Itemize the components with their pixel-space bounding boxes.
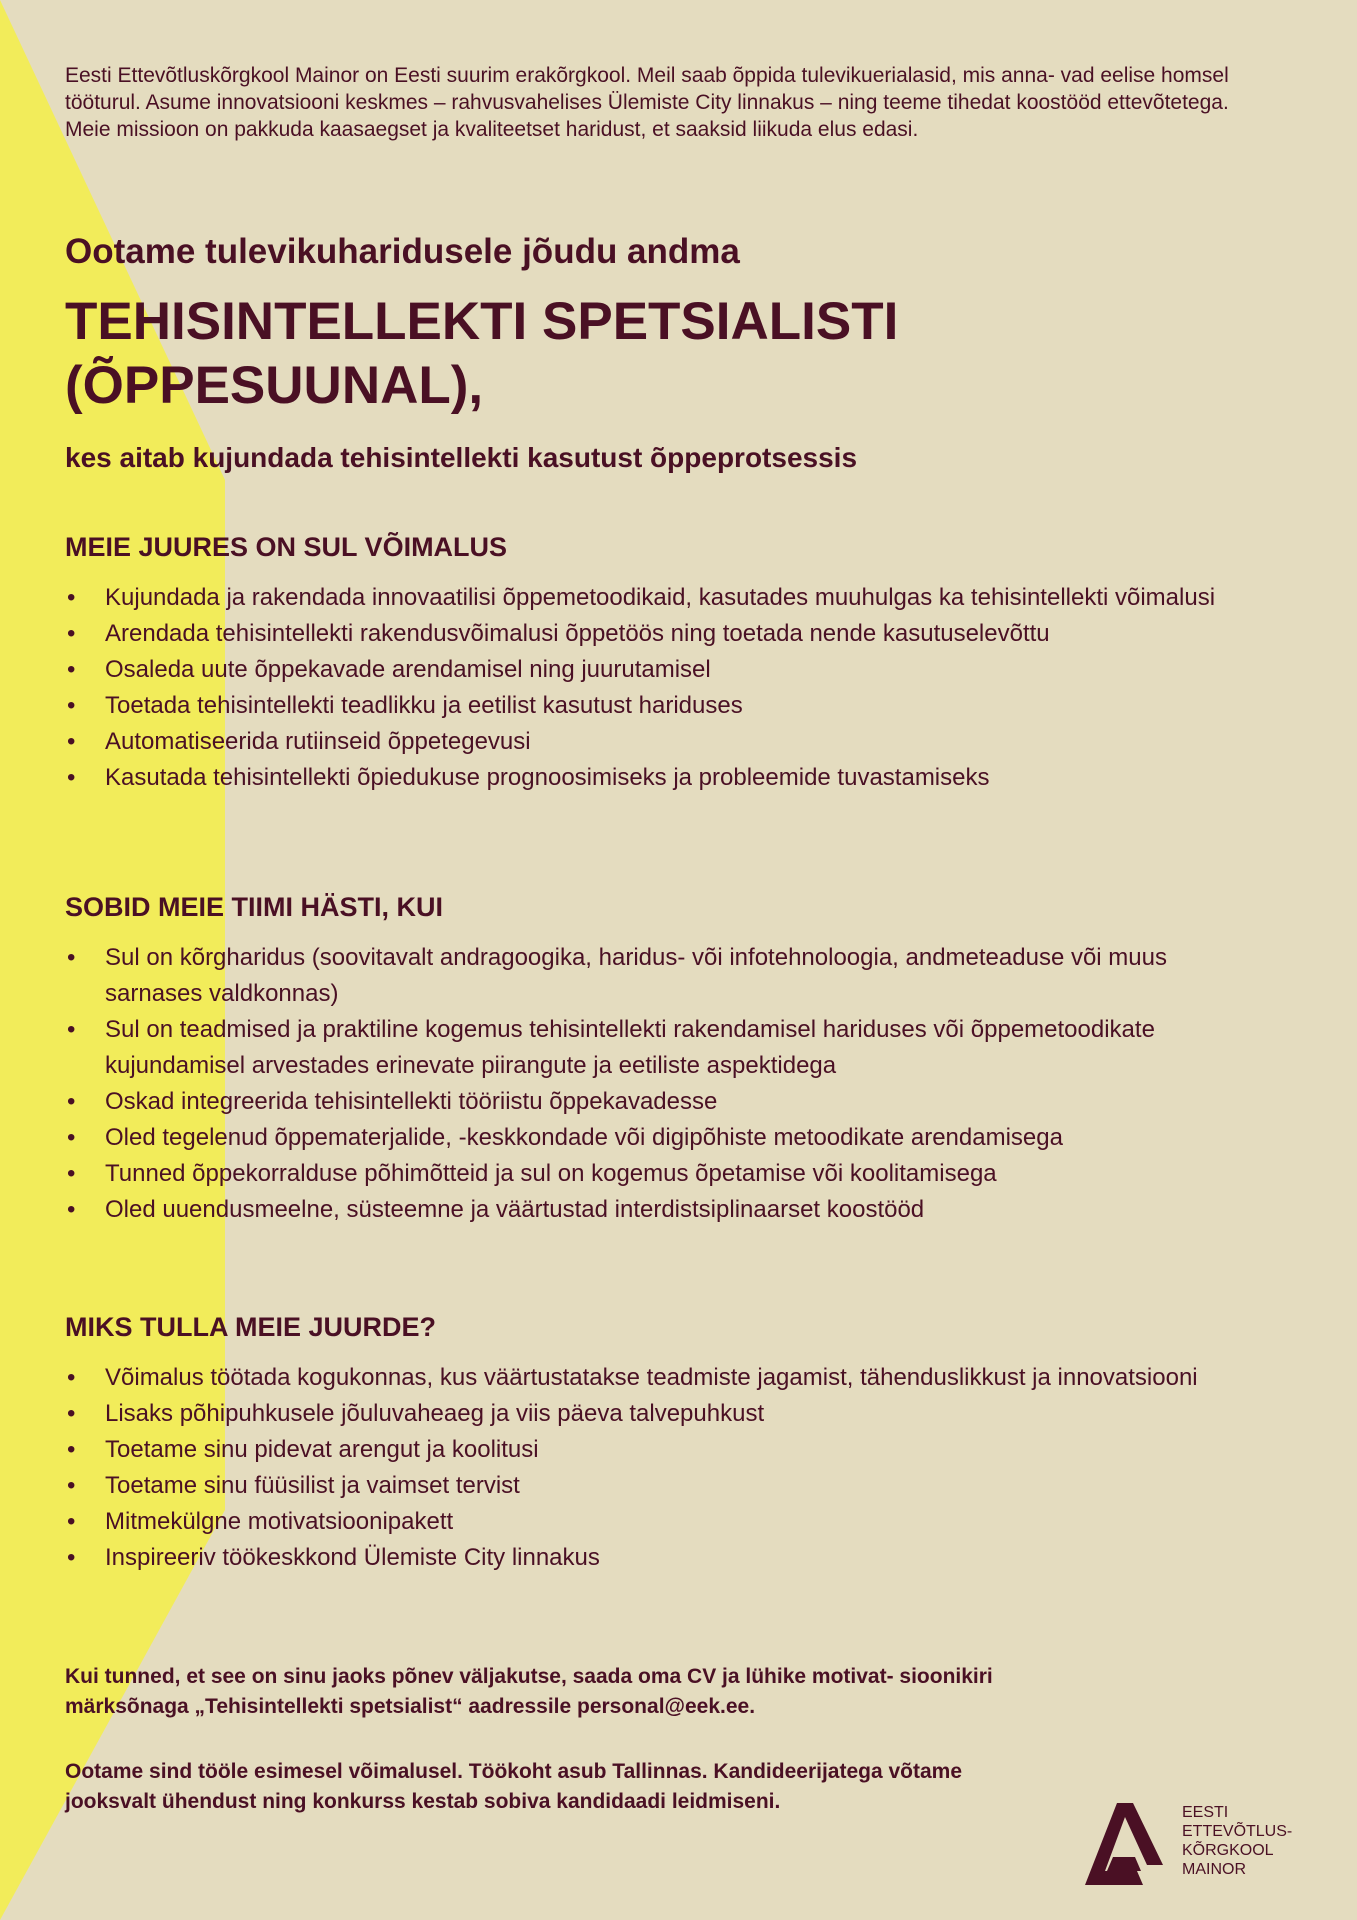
section2-list <box>65 940 1235 1228</box>
mainor-logo-icon <box>1075 1795 1170 1890</box>
mainor-logo <box>1075 1795 1292 1890</box>
list-item: • Toetame sinu pidevat arengut ja koolitusi <box>65 1432 1235 1468</box>
list-item: • Toetada tehisintellekti teadlikku ja eetilist kasutust hariduses <box>65 688 1235 724</box>
list-item: • Võimalus töötada kogukonnas, kus väärtustatakse teadmiste jagamist, tähenduslikkust ja innovatsiooni <box>65 1360 1235 1396</box>
list-item: • Kujundada ja rakendada innovaatilisi õppemetoodikaid, kasutades muuhulgas ka tehisintellekti võimalusi <box>65 580 1235 616</box>
section3-list <box>65 1360 1235 1576</box>
list-item: • Sul on kõrgharidus (soovitavalt andragoogika, haridus- või infotehnoloogia, andmeteaduse või muus sarnases valdkonnas) <box>65 940 1235 1012</box>
section2-heading: SOBID MEIE TIIMI HÄSTI, KUI <box>65 892 444 922</box>
list-item: • Oskad integreerida tehisintellekti tööriistu õppekavadesse <box>65 1084 1235 1120</box>
list-item: • Osaleda uute õppekavade arendamisel ning juurutamisel <box>65 652 1235 688</box>
list-item: • Mitmekülgne motivatsioonipakett <box>65 1504 1235 1540</box>
job-subtitle: kes aitab kujundada tehisintellekti kasutust õppeprotsessis <box>65 442 858 473</box>
list-item: • Automatiseerida rutiinseid õppetegevusi <box>65 724 1235 760</box>
list-item: • Sul on teadmised ja praktiline kogemus tehisintellekti rakendamisel hariduses või õppemetoodikate kujundamisel arvestades erinevate piirangute ja eetiliste aspektidega <box>65 1012 1235 1084</box>
list-item: • Kasutada tehisintellekti õpiedukuse prognoosimiseks ja probleemide tuvastamiseks <box>65 760 1235 796</box>
section3-heading: MIKS TULLA MEIE JUURDE? <box>65 1312 436 1342</box>
job-title-line1: TEHISINTELLEKTI SPETSIALISTI <box>65 292 899 351</box>
list-item: • Inspireeriv töökeskkond Ülemiste City linnakus <box>65 1540 1235 1576</box>
list-item: • Lisaks põhipuhkusele jõuluvaheaeg ja viis päeva talvepuhkust <box>65 1396 1235 1432</box>
intro-paragraph: Eesti Ettevõtluskõrgkool Mainor on Eesti suurim erakõrgkool. Meil saab õppida tulevikuerialasid, mis anna- vad eelise homsel tööturul. Asume innovatsiooni keskmes – rahvusvahelises Ülemiste City linnakus – ning teeme tihedat koostööd ettevõtetega. Meie missioon on pakkuda kaasaegset ja kvaliteetset haridust, et saaksid liikuda elus edasi. <box>65 64 1229 141</box>
mainor-logo-text: EESTI ETTEVÕTLUS- KÕRGKOOL MAINOR <box>1182 1804 1293 1878</box>
job-title <box>65 290 898 418</box>
list-item: • Oled uuendusmeelne, süsteemne ja väärtustad interdistsiplinaarset koostööd <box>65 1192 1235 1228</box>
closing-paragraph-info: Ootame sind tööle esimesel võimalusel. Töökoht asub Tallinnas. Kandideerijatega võtame jooksvalt ühendust ning konkurss kestab sobiva kandidaadi leidmiseni. <box>65 1760 963 1813</box>
tagline: Ootame tulevikuharidusele jõudu andma <box>65 232 740 271</box>
section1-heading: MEIE JUURES ON SUL VÕIMALUS <box>65 532 508 562</box>
job-title-line2: (ÕPPESUUNAL), <box>65 356 484 415</box>
job-ad-content <box>65 62 1265 1813</box>
list-item: • Arendada tehisintellekti rakendusvõimalusi õppetöös ning toetada nende kasutuselevõttu <box>65 616 1235 652</box>
list-item: • Toetame sinu füüsilist ja vaimset tervist <box>65 1468 1235 1504</box>
section1-list <box>65 580 1235 796</box>
list-item: • Tunned õppekorralduse põhimõtteid ja sul on kogemus õpetamise või koolitamisega <box>65 1156 1235 1192</box>
list-item: • Oled tegelenud õppematerjalide, -keskkondade või digipõhiste metoodikate arendamisega <box>65 1120 1235 1156</box>
closing-paragraph-apply: Kui tunned, et see on sinu jaoks põnev väljakutse, saada oma CV ja lühike motivat- sioonikiri märksõnaga „Tehisintellekti spetsialist“ aadressile personal@eek.ee. <box>65 1665 993 1718</box>
